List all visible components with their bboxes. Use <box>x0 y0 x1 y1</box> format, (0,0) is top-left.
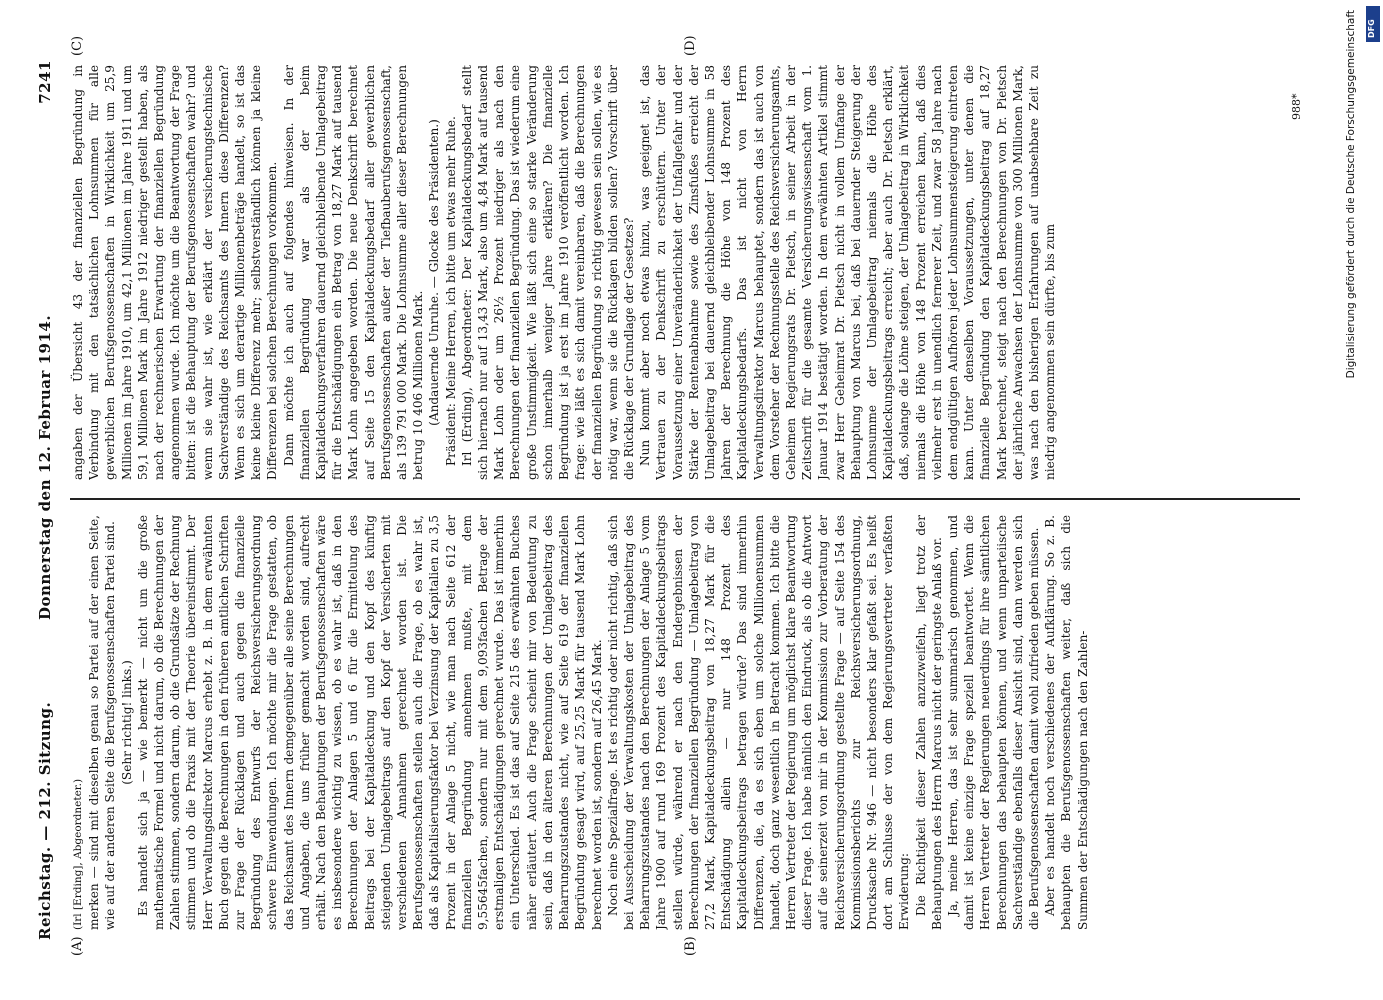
digitization-credit <box>1345 10 1375 990</box>
dfg-logo-text: DFG <box>1367 19 1376 38</box>
header-date: Donnerstag den 12. Februar 1914. <box>36 314 54 620</box>
paragraph: Noch eine Spezialfrage. Ist es richtig oder nicht richtig, daß sich bei Ausscheidung der Verwaltungskosten der Umlagebeitrag des Beharrungszustandes nach den Berechnungen der Anlage 5 vom Jahre 1900 auf rund 169 Prozent des Kapitaldeckungsbeitrags stellen würde, während er nach den Endergebnissen der Berechnungen der finanziellen Begründung — Umlagebeitrag von 27,2 Mark, Kapitaldeckungsbeitrag von 18,27 Mark für die Entschädigung allein — nur 148 Prozent des Kapitaldeckungsbeitrags betragen würde? Das sind immerhin Differenzen, die, da es sich eben um solche Millionensummen handelt, doch ganz wesentlich in Betracht kommen. Ich bitte die Herren Vertreter der Regierung um möglichst klare Beantwortung dieser Frage. Ich habe nämlich den Eindruck, als ob die Antwort auf die seinerzeit von mir in der Kommission zur Vorberatung der Reichsversicherungsordnung gestellte Frage — auf Seite 154 des Kommissionsberichts zur Reichsversicherungsordnung, Drucksache Nr. 946 — nicht besonders klar gefaßt sei. Es heißt dort am Schlusse der von dem Regierungsvertreter verfaßten Erwiderung: <box>605 515 912 930</box>
header-page-number: 7241 <box>36 60 54 104</box>
paragraph: Ja, meine Herren, das ist sehr summarisch genommen, und damit ist keine einzige Frage speziell beantwortet. Wenn die Herren Vertreter der Regierungen neuerdings für ihre sämtlichen Berechnungen das behaupten können, und wenn unparteiische Sachverständige ebenfalls dieser Ansicht sind, dann werden sich die Berufsgenossenschaften damit wohl zufrieden geben müssen. <box>945 515 1041 930</box>
margin-marker-d: (D) <box>683 35 698 56</box>
paragraph: Aber es handelt noch verschiedenes der Aufklärung. So z. B. behaupten die Berufsgenossenschaften weiter, daß sich die Summen der Entschädigungen nach den Zahlen- <box>1043 515 1090 930</box>
stage-direction: (Andauernde Unruhe. — Glocke des Präsidenten.) <box>427 119 442 426</box>
interjection: (Sehr richtig! links.) <box>119 660 134 785</box>
digitization-credit-text: Digitalisierung gefördert durch die Deutsche Forschungsgemeinschaft <box>1345 10 1357 379</box>
paragraph: merken — sind mit dieselben genau so Partei auf der einen Seite, wie auf der anderen Seite die Berufsgenossenschaften Partei sind. <box>87 515 118 930</box>
paragraph: Es handelt sich ja — wie bemerkt — nicht um die große mathematische Formel und nicht darum, ob die Berechnungen der Zahlen stimmen, sondern darum, ob die Grundsätze der Rechnung stimmen und ob die Praxis mit der Theorie übereinstimmt. Der Herr Verwaltungsdirektor Marcus erhebt z. B. in dem erwähnten Buch gegen die Berechnungen in den früheren amtlichen Schriften zur Frage der Rücklagen und auch gegen die finanzielle Begründung des Entwurfs der Reichsversicherungsordnung schwere Einwendungen. Ich möchte mir die Frage gestatten, ob das Reichsamt des Innern demgegenüber alle seine Berechnungen und Angaben, die uns früher gemacht worden sind, aufrecht erhält. Nach den Behauptungen der Berufsgenossenschaften wäre es insbesondere wichtig zu wissen, ob es wahr ist, daß in den Berechnungen der Anlagen 5 und 6 für die Ermittelung des Beitrags bei der Kapitaldeckung und den Kopf des künftig steigenden Umlagebeitrags auf den Kopf der Versicherten mit verschiedenen Annahmen gerechnet worden ist. Die Berufsgenossenschaften stellen auch die Frage, ob es wahr ist, daß als Kapitalisierungsfaktor bei Verzinsung der Kapitalien zu 3,5 Prozent in der Anlage 5 nicht, wie man nach Seite 612 der finanziellen Begründung annehmen mußte, mit dem 9,55645fachen, sondern nur mit dem 9,093fachen Betrage der erstmaligen Entschädigungen gerechnet wurde. Das ist immerhin ein Unterschied. Es ist das auf Seite 215 des erwähnten Buches näher erläutert. Auch die Frage scheint mir von Bedeutung zu sein, daß in den älteren Berechnungen der Umlagebeitrag des Beharrungszustandes nicht, wie auf Seite 619 der finanziellen Begründung gesagt wird, auf 25,25 Mark für tausend Mark Lohn berechnet worden ist, sondern auf 26,45 Mark. <box>135 515 604 930</box>
paragraph: Irl (Erding), Abgeordneter: Der Kapitaldeckungsbedarf stellt sich hiernach nur auf 13,43 Mark, also um 4,84 Mark auf tausend Mark Lohn oder um 26½ Prozent niedriger als nach den Berechnungen der finanziellen Begründung. Das ist wiederum eine große Unstimmigkeit. Wie läßt sich eine so starke Veränderung schon innerhalb weniger Jahre erklären? Die finanzielle Begründung ist ja erst im Jahre 1910 veröffentlicht worden. Ich frage: wie läßt es sich damit vereinbaren, daß die Berechnungen der finanziellen Begründung so richtig gewesen sein sollen, wie es nötig war, wenn sie die Rücklagen bilden sollen? Vorschrift über die Rücklage der Grundlage der Gesetzes? <box>459 65 636 480</box>
header-left: Reichstag. — 212. Sitzung. <box>36 701 54 940</box>
paragraph: Nun kommt aber noch etwas hinzu, was geeignet ist, das Vertrauen zu der Denkschrift zu erschüttern. Unter der Voraussetzung einer Unveränderlichkeit der Unfallgefahr und der Stärke der Rentenabnahme sowie des Zinsfußes erreicht der Umlagebeitrag bei dauernd gleichbleibender Lohnsumme in 58 Jahren der Berechnung die Höhe von 148 Prozent des Kapitaldeckungsbedarfs. Das ist nicht von Herrn Verwaltungsdirektor Marcus behauptet, sondern das ist auch von dem Vorsteher der Rechnungsstelle des Reichsversicherungsamts, Geheimen Regierungsrats Dr. Pietsch, in seiner Arbeit in der Zeitschrift für die gesamte Versicherungswissenschaft vom 1. Januar 1914 bestätigt worden. In dem erwähnten Artikel stimmt zwar Herr Geheimrat Dr. Pietsch nicht in vollem Umfange der Behauptung von Marcus bei, daß bei dauernder Steigerung der Lohnsumme der Umlagebeitrag niemals die Höhe des Kapitaldeckungsbeitrags erreicht; aber auch Dr. Pietsch erklärt, daß, solange die Löhne steigen, der Umlagebeitrag in Wirklichkeit niemals die Höhe von 148 Prozent erreichen kann, daß dies vielmehr erst in unendlich fernerer Zeit, und zwar 58 Jahre nach dem endgültigen Aufhören jeder Lohnsummensteigerung eintreten kann. Unter denselben Voraussetzungen, unter denen die finanzielle Begründung den Kapitaldeckungsbeitrag auf 18,27 Mark berechnet, steigt nach den Berechnungen von Dr. Pietsch der jährliche Anwachsen der Lohnsumme von 300 Millionen Mark, was nach den bisherigen Erfahrungen auf unabsehbare Zeit zu niedrig angenommen sein dürfte, bis zum <box>638 65 1058 480</box>
speaker-note: (Irl [Erding], Abgeordneter.) <box>72 778 84 930</box>
margin-marker-a: (A) <box>70 936 85 956</box>
column-divider <box>70 498 1300 500</box>
paragraph: angaben der Übersicht 43 der finanziellen Begründung in Verbindung mit den tatsächlichen Lohnsummen für alle gewerblichen Berufsgenossenschaften in Wirklichkeit um 25,9 Millionen im Jahre 1910, um 42,1 Millionen im Jahre 1911 und um 59,1 Millionen Mark im Jahre 1912 niedriger gestellt haben, als nach der rechnerischen Erwartung der finanziellen Begründung angenommen wurde. Ich möchte um die Beantwortung der Frage bitten: ist die Behauptung der Berufsgenossenschaften wahr? und wenn sie wahr ist, wie erklärt der versicherungstechnische Sachverständige des Reichsamts des Innern diese Differenzen? Wenn es sich um derartige Millionenbeträge handelt, so ist das keine kleine Differenz mehr; selbstverständlich können ja kleine Differenzen bei solchen Berechnungen vorkommen. <box>71 65 280 480</box>
margin-marker-b: (B) <box>683 936 698 956</box>
margin-marker-c: (C) <box>70 35 85 56</box>
quotation: Die Richtigkeit dieser Zahlen anzuzweifeln, liegt trotz der Behauptungen des Herrn Marcus nicht der geringste Anlaß vor. <box>913 515 944 930</box>
right-column <box>70 65 1300 480</box>
president-remark: Präsident: Meine Herren, ich bitte um etwas mehr Ruhe. <box>443 116 458 466</box>
footer-number: 988* <box>1290 93 1303 120</box>
dfg-logo <box>1366 6 1380 42</box>
left-column <box>70 515 1300 930</box>
paragraph: Dann möchte ich auch auf folgendes hinweisen. In der finanziellen Begründung war als der beim Kapitaldeckungsverfahren dauernd gleichbleibende Umlagebeitrag für die Entschädigungen ein Betrag von 18,27 Mark auf tausend Mark Lohn angegeben worden. Die neue Denkschrift berechnet auf Seite 15 den Kapitaldeckungsbedarf aller gewerblichen Berufsgenossenschaften außer der Tiefbauberufsgenossenschaft, als 139 791 000 Mark. Die Lohnsumme aller dieser Berechnungen betrug 10 406 Millionen Mark. <box>281 65 426 480</box>
page-header <box>36 60 56 940</box>
